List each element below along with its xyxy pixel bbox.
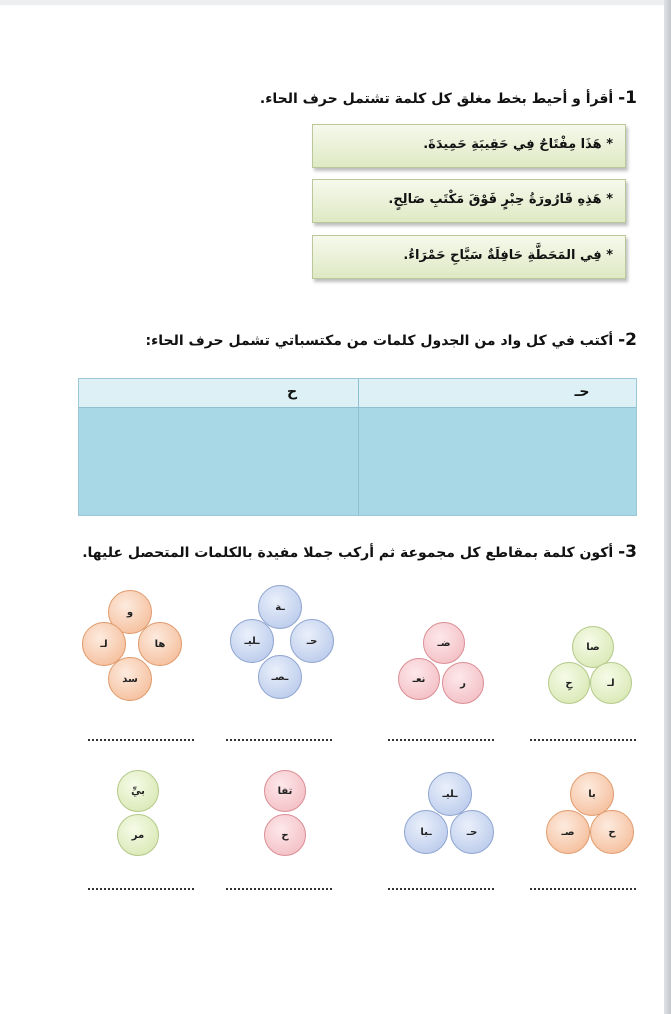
syllable-bubble: ح <box>590 810 634 854</box>
syllable-bubble: ـليـ <box>428 772 472 816</box>
question-3-text: أكون كلمة بمقاطع كل مجموعة ثم أركب جملا مفيدة بالكلمات المتحصل عليها. <box>82 545 614 561</box>
sentence-box-3 <box>312 235 626 279</box>
answer-line[interactable] <box>530 887 636 890</box>
syllable-bubble: ـبا <box>404 810 448 854</box>
syllable-bubble: صا <box>572 626 614 668</box>
question-1-text: أقرأ و أحيط بخط مغلق كل كلمة تشتمل حرف الحاء. <box>259 91 614 107</box>
question-2-title <box>146 330 637 350</box>
syllable-bubble: نعـ <box>398 658 440 700</box>
answer-line[interactable] <box>388 738 494 741</box>
syllable-bubble: مر <box>117 814 159 856</box>
syllable-bubble: و <box>108 590 152 634</box>
answer-line[interactable] <box>226 887 332 890</box>
syllable-bubble: لـ <box>82 622 126 666</box>
sentence-2: * هَذِهِ قَارُورَةُ حِبْرٍ فَوْقَ مَكْتَبِ صَالِحٍ. <box>388 192 613 207</box>
page-right-edge <box>664 0 671 1014</box>
question-2-text: أكتب في كل واد من الجدول كلمات من مكتسباتي تشمل حرف الحاء: <box>145 333 614 349</box>
question-3-number: 3- <box>618 542 637 562</box>
sentence-1: * هَذَا مِفْتَاحٌ فِي حَقِيبَةِ حَمِيدَةَ. <box>423 137 613 152</box>
words-table <box>78 378 637 516</box>
syllable-bubble: ـة <box>258 585 302 629</box>
answer-line[interactable] <box>88 738 194 741</box>
sentence-3: * فِي المَحَطَّةِ حَافِلَةٌ سَيَّاحِ حَمْرَاءُ. <box>403 248 613 263</box>
table-column-divider <box>358 379 359 515</box>
answer-line[interactable] <box>88 887 194 890</box>
sentence-box-1 <box>312 124 626 168</box>
syllable-bubble: بيِّ <box>117 770 159 812</box>
syllable-bubble: ها <box>138 622 182 666</box>
question-3-title <box>82 542 637 562</box>
syllable-bubble: ـصـ <box>258 655 302 699</box>
syllable-bubble: حـ <box>290 619 334 663</box>
syllable-bubble: صـ <box>546 810 590 854</box>
syllable-bubble: لـ <box>590 662 632 704</box>
question-1-number: 1- <box>618 88 637 108</box>
sentence-box-2 <box>312 179 626 223</box>
syllable-bubble: ح <box>264 814 306 856</box>
answer-line[interactable] <box>226 738 332 741</box>
syllable-bubble: تفا <box>264 770 306 812</box>
page-top-edge <box>0 0 671 5</box>
question-1-title <box>260 88 637 108</box>
syllable-bubble: ـليـ <box>230 619 274 663</box>
answer-line[interactable] <box>388 887 494 890</box>
column-header-medial-haa: حـ <box>574 384 590 400</box>
syllable-bubble: ر <box>442 662 484 704</box>
syllable-bubble: حِ <box>548 662 590 704</box>
syllable-bubble: ضـ <box>423 622 465 664</box>
syllable-bubble: با <box>570 772 614 816</box>
syllable-bubble: حـ <box>450 810 494 854</box>
answer-line[interactable] <box>530 738 636 741</box>
column-header-final-haa: ح <box>286 384 298 400</box>
question-2-number: 2- <box>618 330 637 350</box>
syllable-bubble: سد <box>108 657 152 701</box>
